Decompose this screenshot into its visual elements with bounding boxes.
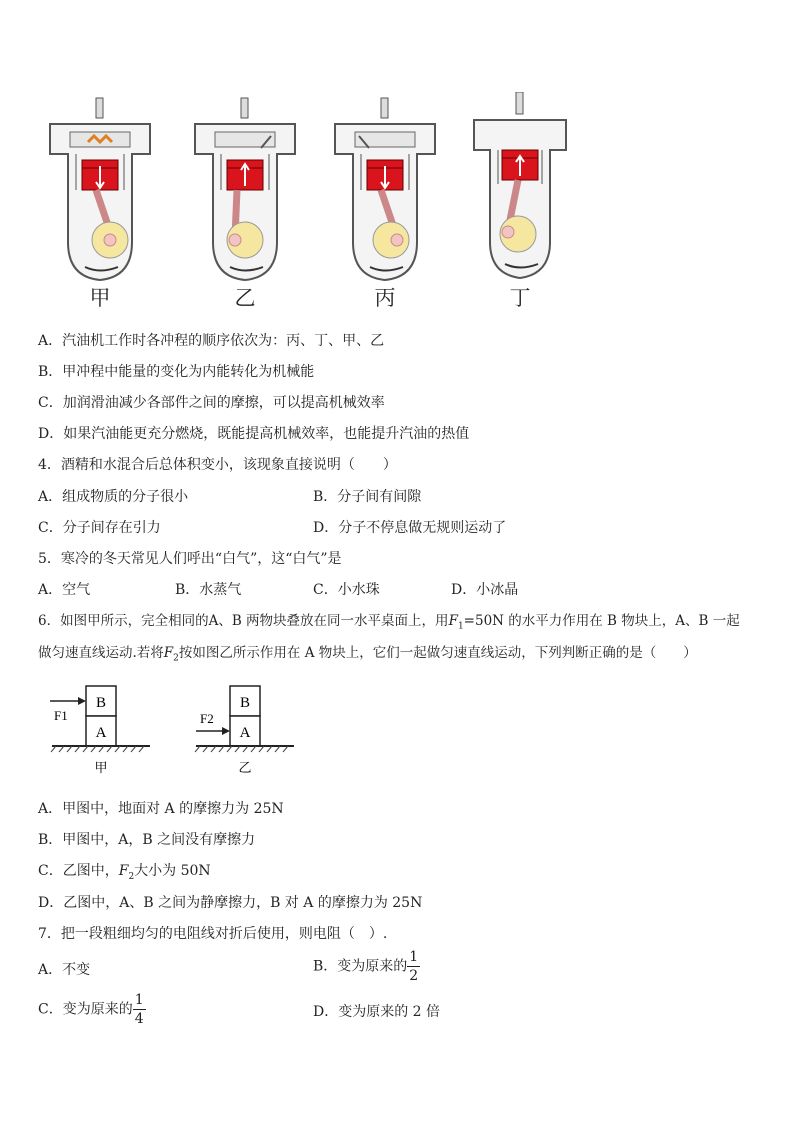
q7-b-denominator: 2 [409,968,419,984]
q6-stem-line1-a: 6．如图甲所示，完全相同的A、B 两物块叠放在同一水平桌面上，用 [38,613,449,629]
q6-stem-line2-b: 按如图乙所示作用在 A 物块上，它们一起做匀速直线运动，下列判断正确的是（ ） [178,645,697,661]
engine-stroke-figure [40,92,560,317]
q7-option-c [38,993,146,1026]
q6-force-symbol-2: F [163,645,174,661]
engine-label-yi: 乙 [234,286,256,310]
q5-option-d: D．小冰晶 [451,582,519,598]
q7-c-denominator: 4 [134,1011,144,1027]
q3-option-c: C．加润滑油减少各部件之间的摩擦，可以提高机械效率 [38,395,385,411]
q7-option-b-text: B．变为原来的 [313,958,408,975]
q6-force-sub2: 2 [173,653,179,664]
q7-stem: 7．把一段粗细均匀的电阻线对折后使用，则电阻（ ）. [38,926,388,942]
engine-yi [185,92,305,317]
q5-stem: 5．寒冷的冬天常见人们呼出“白气”，这“白气”是 [38,551,342,567]
q6-option-b: B．甲图中，A，B 之间没有摩擦力 [38,832,256,848]
q6-stem-line1 [38,615,740,632]
q7-b-numerator: 1 [409,949,419,965]
block-b-label-jia: B [95,695,107,711]
engine-label-bing: 丙 [374,286,396,310]
q6-stem-line2 [38,647,697,664]
q7-fraction-quarter [133,993,146,1026]
block-caption-jia: 甲 [94,761,108,776]
q7-c-numerator: 1 [134,992,144,1008]
q6-option-d: D．乙图中，A、B 之间为静摩擦力，B 对 A 的摩擦力为 25N [38,895,423,911]
engine-diagram-yi [185,92,305,282]
engine-diagram-bing [325,92,445,282]
block-b-label-yi: B [239,695,251,711]
force-label-f2: F2 [200,711,214,726]
q7-option-d: D．变为原来的 2 倍 [313,1004,441,1020]
engine-label-jia: 甲 [89,286,111,310]
q7-option-b [313,950,420,983]
q5-option-c: C．小水珠 [313,582,380,598]
q6-option-a: A．甲图中，地面对 A 的摩擦力为 25N [38,801,284,817]
q6-option-c-b: 大小为 50N [134,863,211,879]
q4-option-a: A．组成物质的分子很小 [38,489,189,505]
block-figure-yi [192,680,302,780]
q4-option-d: D．分子不停息做无规则运动了 [313,520,507,536]
engine-diagram-ding [460,92,580,282]
q6-stem-line2-a: 做匀速直线运动.若将 [38,645,164,661]
q6-force-sub1: 1 [457,621,464,632]
q3-option-a: A．汽油机工作时各冲程的顺序依次为：丙、丁、甲、乙 [38,333,385,349]
q4-stem: 4．酒精和水混合后总体积变小，该现象直接说明（ ） [38,457,397,473]
q6-option-c-sub: 2 [128,871,135,882]
q6-force-symbol: F [448,613,458,629]
block-figure-jia [48,680,158,780]
q6-option-c [38,864,211,882]
q7-option-a: A．不变 [38,962,91,978]
block-caption-yi: 乙 [238,761,252,776]
q6-option-c-a: C．乙图中， [38,863,119,879]
q3-option-d: D．如果汽油能更充分燃烧，既能提高机械效率，也能提升汽油的热值 [38,426,470,442]
engine-bing [325,92,445,317]
engine-jia [40,92,160,317]
q4-option-b: B．分子间有间隙 [313,489,422,505]
q6-option-c-force: F [118,863,129,879]
q3-option-b: B．甲冲程中能量的变化为内能转化为机械能 [38,364,315,380]
block-a-label-jia: A [95,725,107,741]
q5-option-b: B．水蒸气 [175,582,242,598]
engine-diagram-jia [40,92,160,282]
force-label-f1: F1 [54,708,68,723]
engine-label-ding: 丁 [509,286,531,310]
engine-ding [460,92,580,317]
q7-option-c-text: C．变为原来的 [38,1001,133,1018]
q7-fraction-half [407,950,420,983]
q5-option-a: A．空气 [38,582,91,598]
q4-option-c: C．分子间存在引力 [38,520,161,536]
block-a-label-yi: A [239,725,251,741]
q6-stem-line1-b: =50N 的水平力作用在 B 物块上，A、B 一起 [463,613,740,629]
